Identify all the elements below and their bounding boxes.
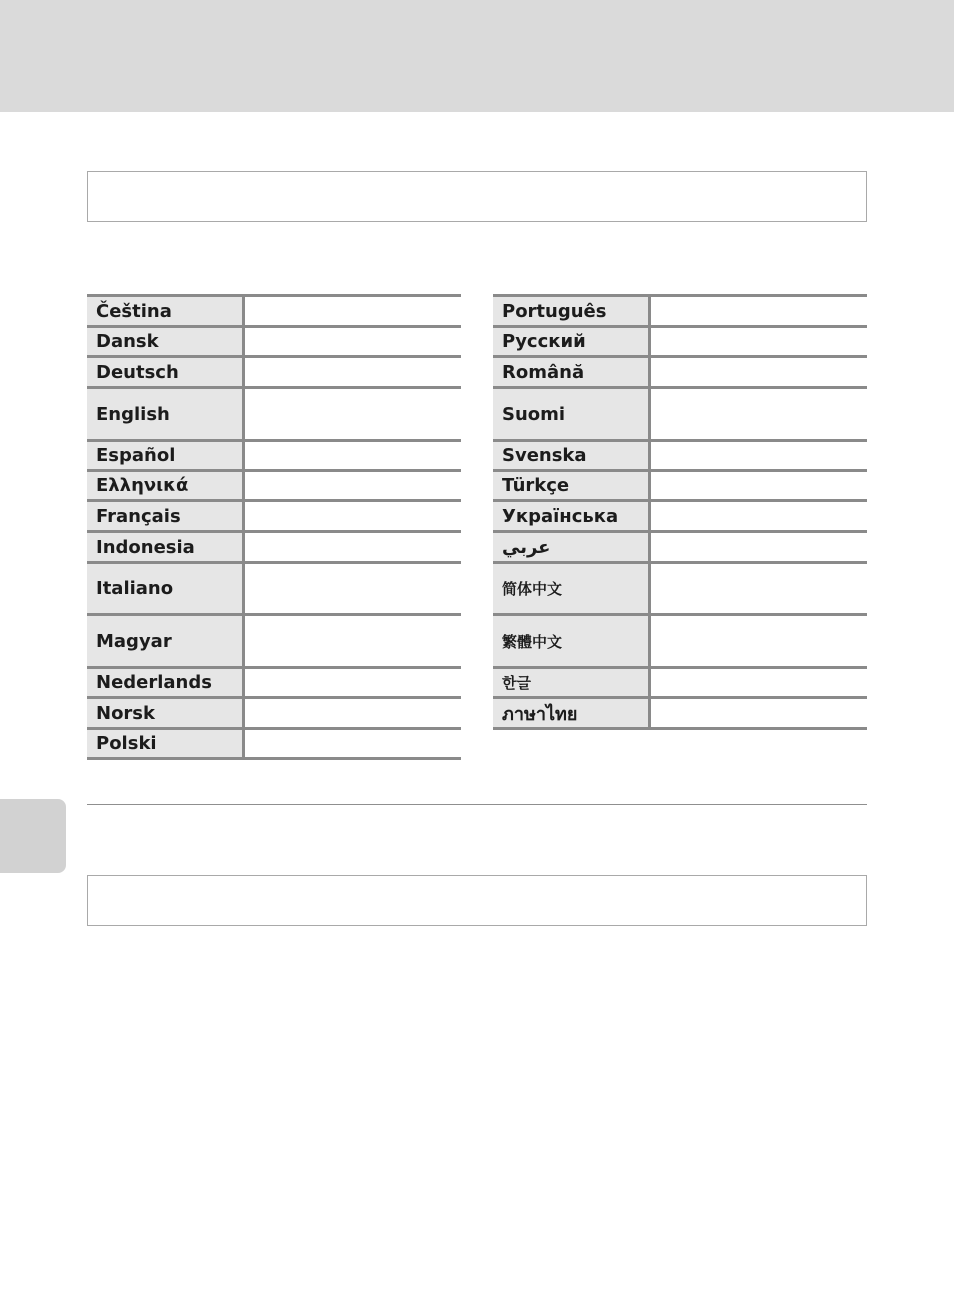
- language-name: Ελληνικά: [87, 472, 245, 499]
- section-divider: [87, 804, 867, 805]
- language-name: Español: [87, 442, 245, 469]
- language-name: Suomi: [493, 389, 651, 439]
- language-description: [245, 389, 461, 439]
- language-name: Français: [87, 502, 245, 530]
- language-description: [245, 358, 461, 386]
- language-name: Svenska: [493, 442, 651, 469]
- language-description: [245, 730, 461, 757]
- language-description: [651, 442, 867, 469]
- language-row: [87, 699, 461, 730]
- language-description: [245, 669, 461, 696]
- language-description: [245, 328, 461, 355]
- language-row: [493, 533, 867, 564]
- language-description: [651, 297, 867, 325]
- note-box-bottom: [87, 875, 867, 926]
- language-name: Indonesia: [87, 533, 245, 561]
- language-description: [245, 297, 461, 325]
- language-name: ภาษาไทย: [493, 699, 651, 727]
- language-name: Українська: [493, 502, 651, 530]
- language-row: [87, 358, 461, 389]
- language-row: [87, 730, 461, 760]
- language-name: Norsk: [87, 699, 245, 727]
- language-description: [651, 472, 867, 499]
- language-row: [493, 699, 867, 730]
- language-row: [87, 472, 461, 502]
- language-row: [87, 442, 461, 472]
- language-description: [245, 564, 461, 613]
- language-description: [651, 533, 867, 561]
- language-name: 繁體中文: [493, 616, 651, 666]
- language-row: [493, 358, 867, 389]
- language-table-right: [493, 294, 867, 730]
- language-name: Português: [493, 297, 651, 325]
- language-name: Čeština: [87, 297, 245, 325]
- language-description: [651, 358, 867, 386]
- language-name: Türkçe: [493, 472, 651, 499]
- language-description: [245, 533, 461, 561]
- section-thumb-tab: [0, 799, 66, 873]
- language-name: 简体中文: [493, 564, 651, 613]
- language-name: Polski: [87, 730, 245, 757]
- language-row: [493, 472, 867, 502]
- language-row: [87, 669, 461, 699]
- language-description: [651, 389, 867, 439]
- language-row: [493, 616, 867, 669]
- language-description: [651, 328, 867, 355]
- language-description: [245, 472, 461, 499]
- language-row: [87, 328, 461, 358]
- language-name: 한글: [493, 669, 651, 696]
- language-description: [651, 616, 867, 666]
- language-row: [493, 669, 867, 699]
- language-row: [87, 616, 461, 669]
- language-description: [651, 669, 867, 696]
- language-row: [493, 389, 867, 442]
- language-name: English: [87, 389, 245, 439]
- language-table-left: [87, 294, 461, 760]
- language-row: [87, 389, 461, 442]
- language-row: [493, 442, 867, 472]
- language-description: [651, 502, 867, 530]
- language-row: [87, 564, 461, 616]
- language-name: Română: [493, 358, 651, 386]
- language-description: [245, 616, 461, 666]
- language-description: [245, 442, 461, 469]
- language-description: [651, 699, 867, 727]
- language-row: [87, 297, 461, 328]
- language-row: [87, 502, 461, 533]
- language-name: Deutsch: [87, 358, 245, 386]
- language-description: [245, 502, 461, 530]
- language-description: [651, 564, 867, 613]
- language-row: [87, 533, 461, 564]
- page-header-band: [0, 0, 954, 112]
- note-box-top: [87, 171, 867, 222]
- language-row: [493, 297, 867, 328]
- language-row: [493, 502, 867, 533]
- language-row: [493, 328, 867, 358]
- language-name: Magyar: [87, 616, 245, 666]
- language-name: عربي: [493, 533, 651, 561]
- language-name: Русский: [493, 328, 651, 355]
- language-name: Nederlands: [87, 669, 245, 696]
- language-description: [245, 699, 461, 727]
- language-name: Dansk: [87, 328, 245, 355]
- language-name: Italiano: [87, 564, 245, 613]
- language-row: [493, 564, 867, 616]
